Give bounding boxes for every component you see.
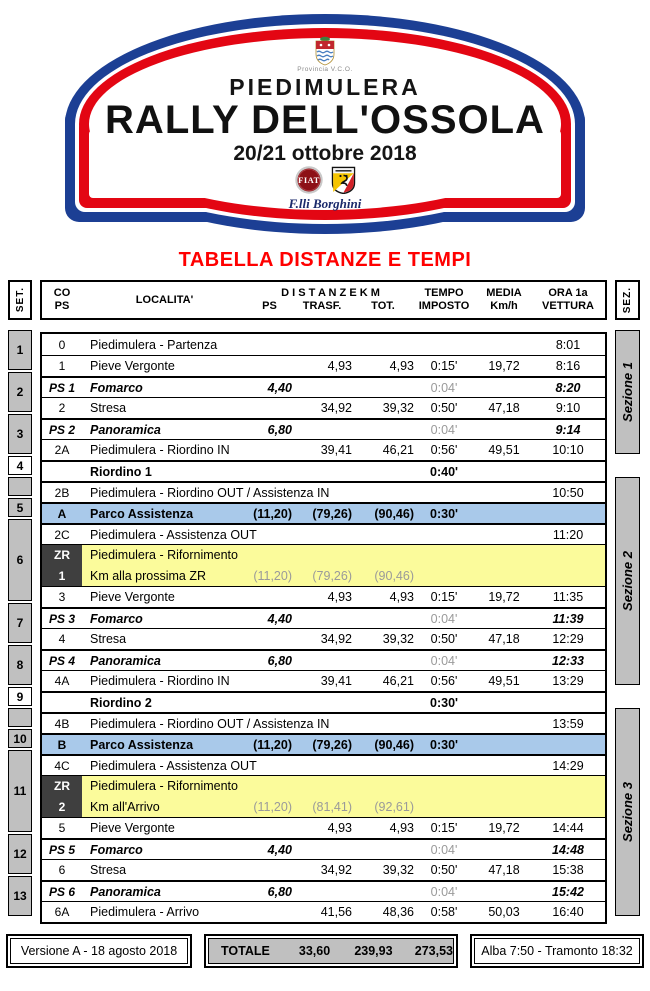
table-row (42, 712, 605, 733)
table-row (42, 544, 605, 565)
cell-loc: Piedimulera - Rifornimento (90, 548, 238, 562)
cell-tempo: 0:30' (430, 506, 458, 521)
table-row (42, 754, 605, 775)
header-localita-label: LOCALITA' (135, 293, 194, 306)
cell-co: PS 3 (48, 611, 75, 626)
cell-ps: 6,80 (267, 653, 292, 668)
table-row (42, 418, 605, 439)
sector-cell: 11 (8, 750, 32, 832)
table-row (42, 397, 605, 418)
cell-trasf: 4,93 (327, 359, 352, 373)
cell-loc: Piedimulera - Riordino OUT / Assistenza IN (90, 716, 330, 731)
cell-tot: (90,46) (374, 506, 414, 521)
cell-co: 2A (54, 443, 70, 457)
cell-ora: 16:40 (552, 905, 584, 919)
cell-ora: 12:33 (552, 653, 584, 668)
section-block-wrap (615, 455, 640, 476)
cell-ora: 8:20 (555, 380, 581, 395)
cell-tempo: 0:15' (430, 590, 458, 604)
section-label: Sezione 1 (620, 362, 635, 422)
cell-loc: Stresa (90, 632, 127, 646)
table-row (42, 502, 605, 523)
sector-cell-wrap (8, 686, 32, 707)
cell-tempo: 0:30' (430, 737, 458, 752)
sez-header-label: SEZ. (622, 286, 633, 314)
section-block-wrap (615, 476, 640, 686)
cell-tempo: 0:04' (430, 422, 458, 437)
table-row (42, 628, 605, 649)
fiat-label: FIAT (297, 175, 320, 185)
cell-tot: 46,21 (382, 674, 414, 688)
sector-cell-wrap (8, 749, 32, 833)
cell-tot: 39,32 (382, 863, 414, 877)
cell-media: 19,72 (488, 359, 520, 373)
cell-co: PS 5 (48, 842, 75, 857)
cell-ora: 11:20 (552, 527, 584, 542)
table-row (42, 733, 605, 754)
cell-loc: Riordino 1 (90, 464, 152, 479)
sector-cell: 2 (8, 372, 32, 412)
cell-trasf: 39,41 (320, 674, 352, 688)
cell-co: ZR (42, 545, 82, 565)
cell-ora: 14:29 (552, 758, 584, 773)
cell-loc: Piedimulera - Riordino IN (90, 674, 230, 688)
cell-loc: Panoramica (90, 884, 161, 899)
cell-loc: Parco Assistenza (90, 737, 194, 752)
table-row (42, 523, 605, 544)
cell-tot: 4,93 (389, 359, 414, 373)
totale-box (208, 938, 454, 964)
cell-ora: 8:16 (555, 359, 581, 373)
cell-tot: 39,32 (382, 401, 414, 415)
section-block (615, 708, 640, 916)
header-ps-col: PS (262, 300, 277, 312)
table-row (42, 880, 605, 901)
table-row (42, 439, 605, 460)
sector-cell-wrap (8, 476, 32, 497)
sector-cell: 12 (8, 834, 32, 874)
cell-loc: Fomarco (90, 380, 143, 395)
sector-cell: 9 (8, 687, 32, 706)
section-label: Sezione 2 (620, 551, 635, 611)
section-block (615, 477, 640, 685)
cell-co: 6 (58, 863, 66, 877)
table-body (40, 332, 607, 924)
cell-loc: Piedimulera - Rifornimento (90, 779, 238, 793)
cell-tempo: 0:40' (430, 464, 458, 479)
cell-ps: (11,20) (253, 737, 292, 752)
cell-ps: 6,80 (267, 884, 292, 899)
section-column (615, 329, 640, 917)
cell-tot: 4,93 (389, 821, 414, 835)
sector-cell-wrap (8, 413, 32, 455)
header-media (474, 282, 534, 318)
cell-co: 1 (42, 565, 82, 586)
plate-date: 20/21 ottobre 2018 (233, 142, 417, 165)
header-media-line2: Km/h (490, 300, 518, 312)
header-tempo (414, 282, 474, 318)
cell-media: 19,72 (488, 590, 520, 604)
header-distanze (247, 282, 414, 318)
cell-loc: Piedimulera - Arrivo (90, 905, 200, 919)
cell-media: 49,51 (488, 443, 520, 457)
cell-co: 2C (54, 527, 70, 542)
sector-cell-wrap (8, 329, 32, 371)
sector-cell-wrap (8, 644, 32, 686)
table-row (42, 691, 605, 712)
totale-ps-value: 33,60 (298, 944, 331, 958)
header-co: CO (53, 287, 71, 299)
cell-loc: Piedimulera - Assistenza OUT (90, 527, 257, 542)
cell-trasf: 41,56 (320, 905, 352, 919)
cell-ps: 4,40 (267, 611, 292, 626)
header-ora-line2: VETTURA (542, 300, 594, 312)
table-row (42, 775, 605, 796)
plate-town: PIEDIMULERA (229, 74, 421, 100)
cell-ora: 13:59 (552, 716, 584, 731)
cell-co: 5 (58, 821, 66, 835)
header-tempo-line1: TEMPO (424, 287, 464, 299)
cell-media: 47,18 (488, 863, 520, 877)
cell-tempo: 0:56' (430, 443, 458, 457)
cell-tot: (90,46) (374, 568, 414, 583)
cell-ps: (11,20) (253, 568, 292, 583)
sez-header-box (615, 280, 640, 320)
cell-tempo: 0:56' (430, 674, 458, 688)
cell-tempo: 0:30' (430, 695, 458, 710)
cell-co: 4C (54, 758, 70, 773)
section-block-wrap (615, 707, 640, 917)
cell-co: 2 (58, 401, 66, 415)
cell-loc: Panoramica (90, 653, 161, 668)
cell-tot: 46,21 (382, 443, 414, 457)
province-label: Provincia V.C.O. (297, 66, 353, 73)
sponsor-logos (65, 166, 585, 194)
cell-trasf: 4,93 (327, 590, 352, 604)
sector-column (8, 329, 32, 917)
header-localita (82, 282, 247, 318)
cell-tot: (90,46) (374, 737, 414, 752)
sector-cell-wrap (8, 833, 32, 875)
sector-cell: 4 (8, 456, 32, 475)
cell-loc: Piedimulera - Riordino IN (90, 443, 230, 457)
cell-ora: 15:38 (552, 863, 584, 877)
header-tot-col: TOT. (371, 300, 395, 312)
cell-trasf: (79,26) (312, 506, 352, 521)
cell-ora: 13:29 (552, 674, 584, 688)
header-ps-line: PS (54, 300, 70, 312)
sector-cell: 7 (8, 603, 32, 643)
cell-loc: Piedimulera - Partenza (90, 337, 218, 352)
sector-cell: 5 (8, 498, 32, 517)
table-row (42, 334, 605, 355)
cell-loc: Stresa (90, 401, 127, 415)
cell-media: 49,51 (488, 674, 520, 688)
table-row (42, 649, 605, 670)
main-header-box (40, 280, 607, 320)
cell-ps: (11,20) (253, 799, 292, 814)
cell-loc: Km alla prossima ZR (90, 568, 206, 583)
cell-trasf: (79,26) (312, 568, 352, 583)
header-media-line1: MEDIA (486, 287, 522, 299)
cell-trasf: 34,92 (320, 632, 352, 646)
sector-cell: 10 (8, 729, 32, 748)
sector-cell: 13 (8, 876, 32, 916)
cell-loc: Fomarco (90, 611, 143, 626)
cell-ps: 4,40 (267, 842, 292, 857)
cell-loc: Piedimulera - Assistenza OUT (90, 758, 257, 773)
section-block-wrap (615, 686, 640, 707)
sector-cell: 1 (8, 330, 32, 370)
cell-ora: 10:50 (552, 485, 584, 500)
cell-trasf: 39,41 (320, 443, 352, 457)
cell-co: 2B (54, 485, 70, 500)
header-ora-line1: ORA 1a (548, 287, 588, 299)
cell-media: 47,18 (488, 632, 520, 646)
section-block-wrap (615, 329, 640, 455)
cell-co: 4 (58, 632, 66, 646)
cell-loc: Stresa (90, 863, 127, 877)
cell-ps: 4,40 (267, 380, 292, 395)
table-row (42, 460, 605, 481)
cell-ora: 10:10 (552, 443, 584, 457)
table-header-strip (0, 280, 650, 320)
cell-loc: Km all'Arrivo (90, 799, 160, 814)
cell-tempo: 0:04' (430, 842, 458, 857)
sector-cell-wrap (8, 371, 32, 413)
table-row (42, 607, 605, 628)
cell-co: 4A (54, 674, 70, 688)
cell-trasf: (81,41) (312, 799, 352, 814)
sector-cell-wrap (8, 707, 32, 728)
cell-tempo: 0:58' (430, 905, 458, 919)
header-co-ps (42, 282, 82, 318)
table-row (42, 376, 605, 397)
cell-co: 4B (54, 716, 70, 731)
version-box: Versione A - 18 agosto 2018 (10, 938, 188, 964)
cell-co: B (57, 737, 67, 752)
rally-plate (65, 14, 585, 234)
cell-loc: Parco Assistenza (90, 506, 194, 521)
cell-co: 6A (54, 905, 70, 919)
cell-media: 47,18 (488, 401, 520, 415)
cell-tempo: 0:50' (430, 632, 458, 646)
cell-loc: Riordino 2 (90, 695, 152, 710)
fiat-logo-icon (295, 166, 323, 194)
totale-label: TOTALE (221, 944, 270, 958)
cell-ora: 14:44 (552, 821, 584, 835)
sector-cell: 3 (8, 414, 32, 454)
cell-tempo: 0:04' (430, 884, 458, 899)
table-row (42, 565, 605, 586)
header-trasf-col: TRASF. (302, 300, 342, 312)
cell-ora: 12:29 (552, 632, 584, 646)
cell-loc: Pieve Vergonte (90, 590, 175, 604)
table-row (42, 670, 605, 691)
cell-trasf: 34,92 (320, 863, 352, 877)
daylight-box: Alba 7:50 - Tramonto 18:32 (474, 938, 640, 964)
cell-media: 50,03 (488, 905, 520, 919)
cell-tempo: 0:50' (430, 401, 458, 415)
cell-tempo: 0:04' (430, 380, 458, 395)
table-row (42, 817, 605, 838)
table-row (42, 901, 605, 922)
cell-tempo: 0:15' (430, 359, 458, 373)
cell-co: PS 1 (48, 380, 75, 395)
cell-tempo: 0:04' (430, 653, 458, 668)
cell-ora: 9:10 (555, 401, 581, 415)
header-distanze-sub (247, 300, 414, 313)
cell-trasf: (79,26) (312, 737, 352, 752)
cell-ps: 6,80 (267, 422, 292, 437)
sector-cell (8, 708, 32, 727)
sector-cell: 8 (8, 645, 32, 685)
cell-ora: 8:01 (555, 337, 581, 352)
sector-cell: 6 (8, 519, 32, 601)
cell-tot: 48,36 (382, 905, 414, 919)
cell-co: ZR (42, 776, 82, 796)
sector-cell-wrap (8, 455, 32, 476)
table-row (42, 838, 605, 859)
sector-cell-wrap (8, 875, 32, 917)
abarth-logo-icon (331, 166, 356, 194)
cell-co: PS 4 (48, 653, 75, 668)
sponsor-name: F.lli Borghini (288, 196, 362, 211)
totale-trasf-value: 239,93 (354, 944, 393, 958)
cell-media: 19,72 (488, 821, 520, 835)
plate-title: RALLY DELL'OSSOLA (105, 98, 545, 142)
set-header-box (8, 280, 32, 320)
header-tempo-line2: IMPOSTO (418, 300, 470, 312)
sector-cell-wrap (8, 728, 32, 749)
cell-ora: 14:48 (552, 842, 584, 857)
page-title: TABELLA DISTANZE E TEMPI (178, 249, 472, 271)
section-label: Sezione 3 (620, 782, 635, 842)
distance-table (0, 327, 650, 924)
cell-co: PS 6 (48, 884, 75, 899)
cell-trasf: 4,93 (327, 821, 352, 835)
cell-co: A (57, 506, 67, 521)
cell-loc: Pieve Vergonte (90, 359, 175, 373)
cell-ora: 9:14 (555, 422, 581, 437)
cell-tempo: 0:04' (430, 611, 458, 626)
cell-ora: 15:42 (552, 884, 584, 899)
table-row (42, 859, 605, 880)
cell-tempo: 0:50' (430, 863, 458, 877)
sector-cell-wrap (8, 518, 32, 602)
footer (0, 938, 650, 964)
table-row (42, 481, 605, 502)
sector-cell-wrap (8, 602, 32, 644)
cell-tot: 39,32 (382, 632, 414, 646)
cell-co: 0 (58, 337, 66, 352)
cell-loc: Fomarco (90, 842, 143, 857)
cell-co: 3 (58, 590, 66, 604)
cell-loc: Panoramica (90, 422, 161, 437)
table-row (42, 586, 605, 607)
section-block (615, 330, 640, 454)
cell-ps: (11,20) (253, 506, 292, 521)
cell-loc: Piedimulera - Riordino OUT / Assistenza IN (90, 485, 330, 500)
cell-co: 1 (58, 359, 66, 373)
cell-trasf: 34,92 (320, 401, 352, 415)
cell-loc: Pieve Vergonte (90, 821, 175, 835)
cell-co: PS 2 (48, 422, 75, 437)
set-header-label: SET. (14, 287, 26, 313)
cell-tot: 4,93 (389, 590, 414, 604)
cell-ora: 11:39 (552, 611, 584, 626)
sector-cell (8, 477, 32, 496)
header-distanze-label: D I S T A N Z E K M (281, 287, 380, 299)
header-ora (534, 282, 602, 318)
sector-cell-wrap (8, 497, 32, 518)
cell-ora: 11:35 (552, 590, 584, 604)
cell-tot: (92,61) (374, 799, 414, 814)
cell-co: 2 (42, 796, 82, 817)
cell-tempo: 0:15' (430, 821, 458, 835)
totale-tot-value: 273,53 (414, 944, 453, 958)
table-row (42, 796, 605, 817)
table-row (42, 355, 605, 376)
